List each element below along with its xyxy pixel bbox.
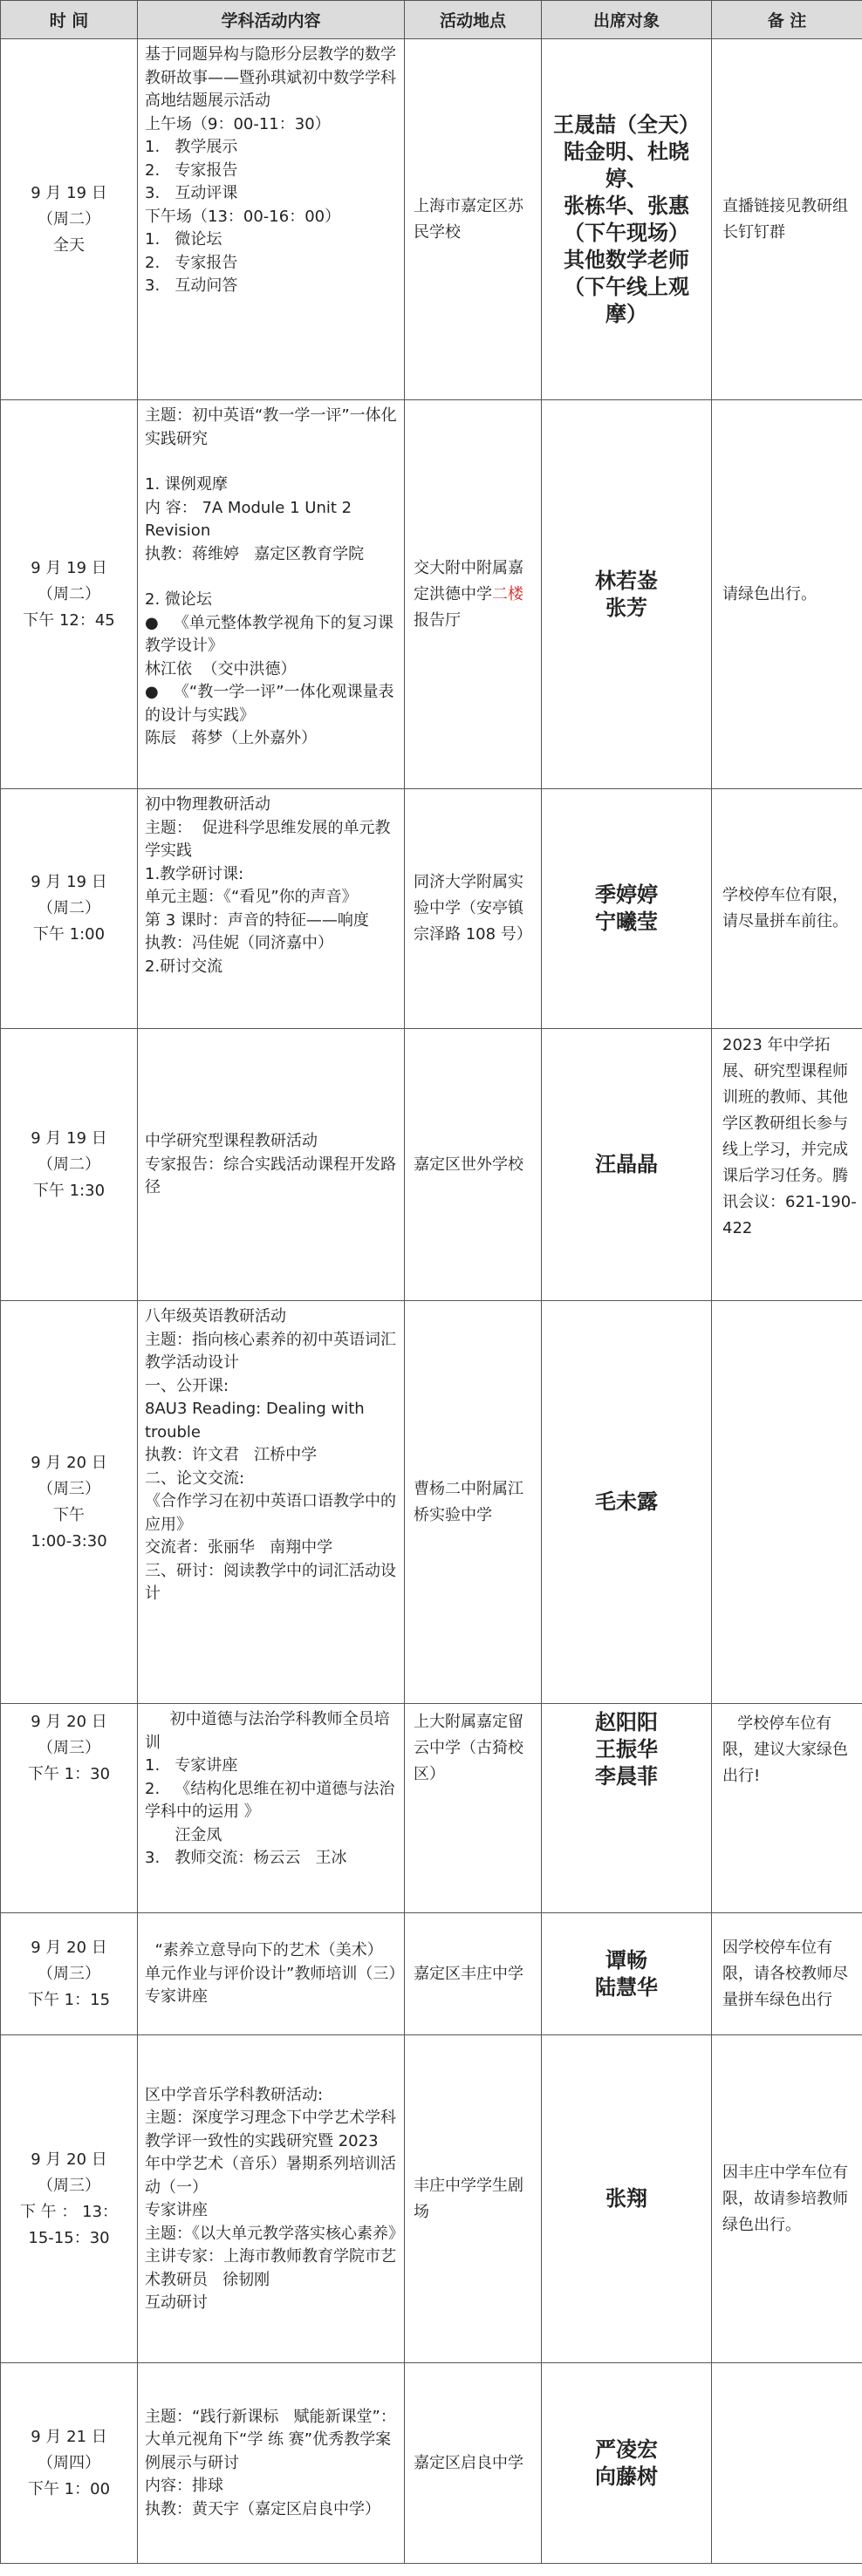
attendee-line: 宁曦莹 <box>595 910 658 934</box>
content-line: “素养立意导向下的艺术（美术）单元作业与评价设计”教师培训（三）专家讲座 <box>145 1941 397 2007</box>
time-cell <box>1 2035 138 2363</box>
content-line: 下午场（13：00-16：00） <box>145 207 341 226</box>
attendee-line: 汪晶晶 <box>595 1152 658 1176</box>
attendee-line: 季婷婷 <box>595 883 658 907</box>
venue-cell <box>405 400 542 789</box>
notes-cell: 学校停车位有限，建议大家绿色出行! <box>712 1704 862 1913</box>
time-cell <box>1 1704 138 1913</box>
content-line: 单元主题：《“看见”你的声音》 <box>145 888 358 906</box>
content-line: 主题：指向核心素养的初中英语词汇教学活动设计 <box>145 1330 396 1372</box>
time-cell <box>1 2363 138 2564</box>
content-line: 《合作学习在初中英语口语教学中的应用》 <box>145 1492 396 1534</box>
table-row-research <box>1 1029 862 1301</box>
time-date: 9 月 19 日 <box>31 1128 107 1148</box>
content-cell <box>138 789 405 1029</box>
content-cell <box>138 1301 405 1704</box>
venue-highlight: 二楼 <box>492 584 523 603</box>
content-cell <box>138 2363 405 2564</box>
time-slot: 下午 12：45 <box>23 610 115 630</box>
content-line: 二、论文交流: <box>145 1469 245 1488</box>
attendee-line: 其他数学老师 <box>564 247 689 272</box>
time-slot: 全天 <box>53 235 85 255</box>
content-line: 执教：冯佳妮（同济嘉中） <box>145 934 333 952</box>
header-venue: 活动地点 <box>405 1 542 39</box>
notes-cell <box>712 1301 862 1704</box>
table-row-math <box>1 39 862 400</box>
content-line: 主题： 促进科学思维发展的单元教学实践 <box>145 818 391 860</box>
content-line: 基于同题异构与隐形分层教学的数学教研故事——暨孙琪斌初中数学学科高地结题展示活动 <box>145 45 396 110</box>
attendee-line: 向藤树 <box>595 2464 658 2489</box>
table-row-physics <box>1 789 862 1029</box>
notes-cell <box>712 2363 862 2564</box>
header-attendees: 出席对象 <box>542 1 712 39</box>
content-cell <box>138 1913 405 2035</box>
venue-cell: 嘉定区世外学校 <box>405 1029 542 1301</box>
venue-text: 报告厅 <box>414 610 461 630</box>
venue-cell: 同济大学附属实验中学（安亭镇宗泽路 108 号） <box>405 789 542 1029</box>
content-line: ● 《单元整体教学视角下的复习课教学设计》 <box>145 613 393 655</box>
content-line: 2.研讨交流 <box>145 957 223 976</box>
time-weekday: （周二） <box>38 209 100 228</box>
notes-cell: 因丰庄中学车位有限，故请参培教师绿色出行。 <box>712 2035 862 2363</box>
venue-cell: 丰庄中学学生剧场 <box>405 2035 542 2363</box>
attendees-cell <box>542 1301 712 1704</box>
content-line: 2. 专家报告 <box>145 253 238 272</box>
attendees-cell <box>542 2363 712 2564</box>
attendee-line: 陆慧华 <box>595 1974 658 2000</box>
content-line: 2. 专家报告 <box>145 160 238 180</box>
content-line: 上午场（9：00-11：30） <box>145 114 331 133</box>
content-line: 专家讲座 <box>145 2201 208 2219</box>
content-line: 1. 微论坛 <box>145 230 222 249</box>
content-spacer <box>145 451 397 474</box>
time-slot: 下午 1：30 <box>27 1765 111 1783</box>
attendee-line: 李晨菲 <box>595 1764 658 1789</box>
attendee-line: 谭畅 <box>605 1947 647 1973</box>
content-cell <box>138 2035 405 2363</box>
time-date: 9 月 19 日 <box>31 183 107 202</box>
attendee-line: 张栋华、张惠 <box>564 193 689 218</box>
time-cell <box>1 400 138 789</box>
venue-cell: 曹杨二中附属江桥实验中学 <box>405 1301 542 1704</box>
time-cell <box>1 789 138 1029</box>
content-line: 区中学音乐学科教研活动: <box>145 2085 324 2104</box>
time-date: 9 月 20 日 <box>31 2150 107 2169</box>
attendee-line: 陆金明、杜晓婷、 <box>564 139 689 191</box>
content-line: 1. 课例观摩 <box>145 475 228 494</box>
time-weekday: （周二） <box>38 899 100 917</box>
venue-cell: 上大附属嘉定留云中学（古猗校区） <box>405 1704 542 1913</box>
content-line: 3. 教师交流：杨云云 王冰 <box>145 1849 347 1867</box>
content-line: 三、研讨：阅读教学中的词汇活动设计 <box>145 1561 396 1603</box>
attendees-cell <box>542 1704 712 1913</box>
content-line: 执教：黄天宇（嘉定区启良中学） <box>145 2499 380 2518</box>
time-cell <box>1 1913 138 2035</box>
time-cell <box>1 1301 138 1704</box>
attendees-cell <box>542 1913 712 2035</box>
content-cell <box>138 1704 405 1913</box>
content-line: 3. 互动评课 <box>145 184 238 202</box>
attendee-line: 王振华 <box>595 1737 658 1762</box>
content-cell <box>138 1029 405 1301</box>
attendee-line: 张芳 <box>605 595 647 620</box>
time-weekday: （周二） <box>38 1155 100 1174</box>
content-line: 1.教学研讨课: <box>145 864 244 883</box>
attendee-line: 赵阳阳 <box>595 1710 658 1734</box>
header-content: 学科活动内容 <box>138 1 405 39</box>
content-line: 8AU3 Reading: Dealing with trouble <box>145 1400 365 1441</box>
content-line: 互动研讨 <box>145 2293 208 2312</box>
attendee-line: 毛未露 <box>595 1489 658 1514</box>
content-line: 主题：深度学习理念下中学艺术学科教学评一致性的实践研究暨 2023 年中学艺术（音乐）暑期系列培训活动（一） <box>145 2109 396 2197</box>
attendees-cell <box>542 39 712 400</box>
content-line: 中学研究型课程教研活动 <box>145 1132 318 1151</box>
time-slot: 下午 1：00 <box>27 2479 111 2498</box>
table-row-pe <box>1 2363 862 2564</box>
content-line: 1. 教学展示 <box>145 138 238 156</box>
table-row-english-1 <box>1 400 862 789</box>
notes-cell: 直播链接见教研组长钉钉群 <box>712 39 862 400</box>
attendee-line: 林若崟 <box>595 568 658 593</box>
time-date: 9 月 21 日 <box>31 2427 107 2446</box>
time-weekday: （周二） <box>38 584 100 603</box>
content-line: 初中道德与法治学科教师全员培训 <box>145 1710 390 1752</box>
content-line: 主讲专家：上海市教师教育学院市艺术教研员 徐韧刚 <box>145 2247 396 2289</box>
notes-cell: 学校停车位有限，请尽量拼车前往。 <box>712 789 862 1029</box>
content-line: 专家报告：综合实践活动课程开发路径 <box>145 1155 396 1197</box>
time-weekday: （周三） <box>38 2176 100 2195</box>
venue-cell: 嘉定区丰庄中学 <box>405 1913 542 2035</box>
content-line: 八年级英语教研活动 <box>145 1307 286 1325</box>
time-range: 1:00-3:30 <box>31 1531 107 1550</box>
time-slot: 下午 1：15 <box>27 1990 111 2009</box>
attendee-line: 摩） <box>605 301 647 326</box>
attendees-cell <box>542 400 712 789</box>
content-line: 陈辰 蒋梦（上外嘉外） <box>145 729 318 747</box>
time-range: 15-15：30 <box>28 2228 110 2247</box>
content-line: ● 《“教一学一评”一体化观课量表的设计与实践》 <box>145 683 394 725</box>
attendee-line: 张翔 <box>605 2186 647 2211</box>
header-notes: 备 注 <box>712 1 862 39</box>
content-line: 林江依 （交中洪德） <box>145 659 297 678</box>
content-line: 执教：许文君 江桥中学 <box>145 1446 318 1464</box>
attendees-cell <box>542 2035 712 2363</box>
header-row <box>1 1 862 39</box>
time-slot: 下 午 ： 13： <box>19 2202 119 2221</box>
time-slot: 下午 <box>53 1505 85 1524</box>
table-row-art <box>1 1913 862 2035</box>
content-line: 一、公开课: <box>145 1376 229 1395</box>
content-line: 交流者：张丽华 南翔中学 <box>145 1538 333 1557</box>
time-date: 9 月 20 日 <box>31 1938 107 1957</box>
time-weekday: （周三） <box>38 1964 100 1983</box>
time-date: 9 月 19 日 <box>31 558 107 577</box>
content-line: 主题：初中英语“教一学一评”一体化实践研究 <box>145 406 397 448</box>
time-cell <box>1 39 138 400</box>
content-line: 第 3 课时：声音的特征——响度 <box>145 910 369 930</box>
content-line: 内容：排球 <box>145 2477 223 2496</box>
content-cell <box>138 39 405 400</box>
content-cell <box>138 400 405 789</box>
attendee-line: 王晟喆（全天） <box>553 112 700 137</box>
attendee-line: （下午线上观 <box>564 274 689 299</box>
content-line: 主题：《以大单元教学落实核心素养》 <box>145 2224 404 2243</box>
venue-cell: 嘉定区启良中学 <box>405 2363 542 2564</box>
notes-cell: 2023 年中学拓展、研究型课程师训班的教师、其他学区教研组长参与线上学习，并完成课后学习任务。腾讯会议：621-190-422 <box>712 1029 862 1301</box>
table-row-morality-law <box>1 1704 862 1913</box>
notes-cell: 请绿色出行。 <box>712 400 862 789</box>
content-line: 1. 专家讲座 <box>145 1756 238 1775</box>
time-slot: 下午 1:00 <box>32 925 106 944</box>
content-line: 执教：蒋维婷 嘉定区教育学院 <box>145 544 365 563</box>
content-line: 2. 微论坛 <box>145 590 212 609</box>
content-line: 初中物理教研活动 <box>145 795 270 814</box>
content-line: 汪金凤 <box>145 1825 222 1844</box>
attendee-line: 严凌宏 <box>595 2436 658 2462</box>
content-line: 2. 《结构化思维在初中道德与法治学科中的运用 》 <box>145 1779 395 1821</box>
time-weekday: （周三） <box>38 1739 100 1757</box>
notes-cell: 因学校停车位有限，请各校教师尽量拼车绿色出行 <box>712 1913 862 2035</box>
header-time: 时 间 <box>1 1 138 39</box>
table-row-english-2 <box>1 1301 862 1704</box>
attendees-cell <box>542 789 712 1029</box>
venue-text: 交大附中附属嘉定洪德中学 <box>414 558 523 603</box>
attendees-cell <box>542 1029 712 1301</box>
content-line: 主题：“践行新课标 赋能新课堂”：大单元视角下“学 练 赛”优秀教学案例展示与研讨 <box>145 2407 396 2472</box>
time-weekday: （周四） <box>38 2453 100 2472</box>
time-date: 9 月 20 日 <box>31 1713 107 1731</box>
attendee-line: （下午现场） <box>564 220 689 245</box>
time-weekday: （周三） <box>38 1479 100 1498</box>
content-spacer <box>145 566 397 589</box>
table-row-music <box>1 2035 862 2363</box>
content-line: 3. 互动问答 <box>145 276 238 295</box>
content-line: 内 容： 7A Module 1 Unit 2 Revision <box>145 498 352 540</box>
time-slot: 下午 1:30 <box>32 1181 106 1200</box>
time-date: 9 月 19 日 <box>31 873 107 891</box>
time-cell <box>1 1029 138 1301</box>
venue-cell: 上海市嘉定区苏民学校 <box>405 39 542 400</box>
time-date: 9 月 20 日 <box>31 1453 107 1472</box>
